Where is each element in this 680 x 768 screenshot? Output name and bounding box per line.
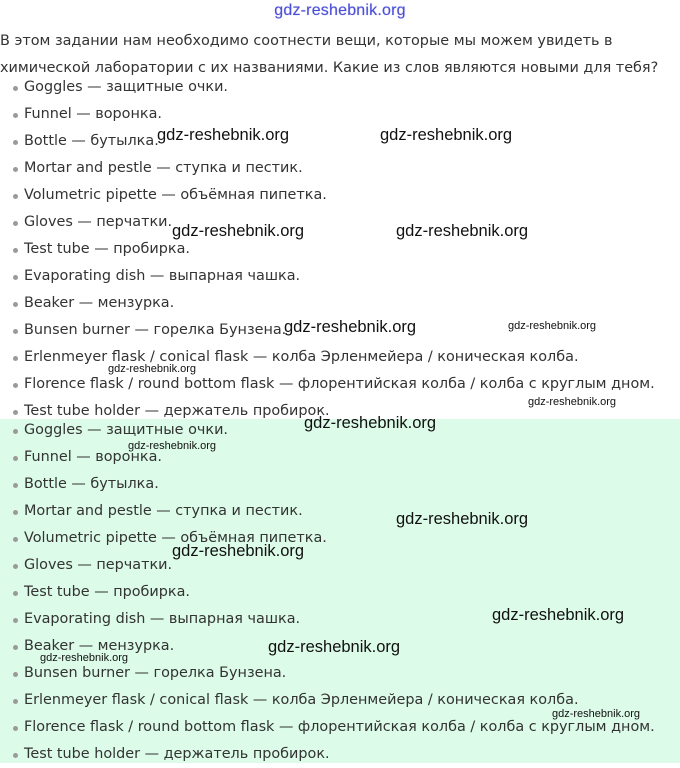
bullet-icon: [13, 410, 18, 415]
bullet-icon: [13, 248, 18, 253]
list-item-text: Test tube — пробирка.: [24, 584, 190, 600]
list-item: [0, 209, 680, 236]
bullet-icon: [13, 726, 18, 731]
list-item-text: Erlenmeyer flask / conical flask — колба Эрленмейера / коническая колба.: [24, 692, 579, 708]
bullet-icon: [13, 645, 18, 650]
bullet-icon: [13, 753, 18, 758]
watermark: gdz-reshebnik.org: [268, 638, 401, 656]
bullet-icon: [13, 194, 18, 199]
list-item: [0, 101, 680, 128]
list-item-text: Florence flask / round bottom flask — флорентийская колба / колба с круглым дном.: [24, 719, 655, 735]
watermark: gdz-reshebnik.org: [380, 126, 513, 144]
watermark: gdz-reshebnik.org: [396, 510, 529, 528]
watermark: gdz-reshebnik.org: [304, 414, 437, 432]
watermark: gdz-reshebnik.org: [396, 222, 529, 240]
bullet-icon: [13, 167, 18, 172]
list-item: [0, 552, 680, 579]
bullet-icon: [13, 483, 18, 488]
intro-paragraph: В этом задании нам необходимо соотнести вещи, которые мы можем увидеть в химической лаборатории с их названиями. Какие из слов являются новыми для тебя?: [0, 33, 659, 76]
bullet-icon: [13, 510, 18, 515]
list-item: [0, 741, 680, 768]
bullet-icon: [13, 302, 18, 307]
bullet-icon: [13, 140, 18, 145]
bullet-icon: [13, 221, 18, 226]
list-item: [0, 471, 680, 498]
list-item: [0, 371, 680, 398]
list-item-text: Gloves — перчатки.: [24, 557, 173, 573]
list-item: [0, 444, 680, 471]
list-item: [0, 579, 680, 606]
bullet-icon: [13, 672, 18, 677]
list-item-text: Beaker — мензурка.: [24, 295, 175, 311]
list-item-text: Goggles — защитные очки.: [24, 79, 228, 95]
list-item-text: Test tube holder — держатель пробирок.: [24, 403, 330, 419]
list-item: [0, 74, 680, 101]
bullet-icon: [13, 618, 18, 623]
bullet-icon: [13, 456, 18, 461]
list-item-text: Florence flask / round bottom flask — флорентийская колба / колба с круглым дном.: [24, 376, 655, 392]
list-item-text: Mortar and pestle — ступка и пестик.: [24, 503, 303, 519]
bullet-icon: [13, 275, 18, 280]
list-item-text: Bunsen burner — горелка Бунзена.: [24, 665, 287, 681]
list-item-text: Beaker — мензурка.: [24, 638, 175, 654]
site-header: [0, 0, 680, 26]
list-item: [0, 155, 680, 182]
watermark: gdz-reshebnik.org: [284, 318, 417, 336]
bullet-icon: [13, 86, 18, 91]
list-item-text: Test tube — пробирка.: [24, 241, 190, 257]
watermark: gdz-reshebnik.org: [157, 126, 290, 144]
list-item-text: Gloves — перчатки.: [24, 214, 173, 230]
list-item: [0, 525, 680, 552]
watermark: gdz-reshebnik.org: [552, 708, 641, 720]
watermark: gdz-reshebnik.org: [528, 396, 617, 408]
list-item-text: Evaporating dish — выпарная чашка.: [24, 268, 301, 284]
site-title[interactable]: gdz-reshebnik.org: [274, 2, 406, 19]
list-item-text: Mortar and pestle — ступка и пестик.: [24, 160, 303, 176]
list-item-text: Volumetric pipette — объёмная пипетка.: [24, 187, 327, 203]
list-item-text: Bunsen burner — горелка Бунзена.: [24, 322, 287, 338]
list-item: [0, 660, 680, 687]
list-item: [0, 498, 680, 525]
watermark: gdz-reshebnik.org: [108, 363, 197, 375]
bullet-icon: [13, 113, 18, 118]
watermark: gdz-reshebnik.org: [172, 542, 305, 560]
watermark: gdz-reshebnik.org: [172, 222, 305, 240]
list-item-text: Evaporating dish — выпарная чашка.: [24, 611, 301, 627]
list-item: [0, 236, 680, 263]
list-item-text: Bottle — бутылка.: [24, 133, 159, 149]
list-item: [0, 263, 680, 290]
bullet-icon: [13, 591, 18, 596]
bullet-icon: [13, 356, 18, 361]
bullet-icon: [13, 429, 18, 434]
list-item-text: Erlenmeyer flask / conical flask — колба Эрленмейера / коническая колба.: [24, 349, 579, 365]
vocabulary-list: [0, 74, 680, 425]
list-item-text: Funnel — воронка.: [24, 106, 162, 122]
list-item: [0, 344, 680, 371]
list-item-text: Bottle — бутылка.: [24, 476, 159, 492]
watermark: gdz-reshebnik.org: [508, 320, 597, 332]
list-item: [0, 290, 680, 317]
bullet-icon: [13, 383, 18, 388]
list-item-text: Funnel — воронка.: [24, 449, 162, 465]
list-item-text: Goggles — защитные очки.: [24, 422, 228, 438]
watermark: gdz-reshebnik.org: [40, 652, 129, 664]
watermark: gdz-reshebnik.org: [128, 440, 217, 452]
bullet-icon: [13, 537, 18, 542]
bullet-icon: [13, 699, 18, 704]
list-item-text: Volumetric pipette — объёмная пипетка.: [24, 530, 327, 546]
list-item: [0, 182, 680, 209]
bullet-icon: [13, 329, 18, 334]
list-item-text: Test tube holder — держатель пробирок.: [24, 746, 330, 762]
bullet-icon: [13, 564, 18, 569]
list-item: [0, 128, 680, 155]
watermark: gdz-reshebnik.org: [492, 606, 625, 624]
